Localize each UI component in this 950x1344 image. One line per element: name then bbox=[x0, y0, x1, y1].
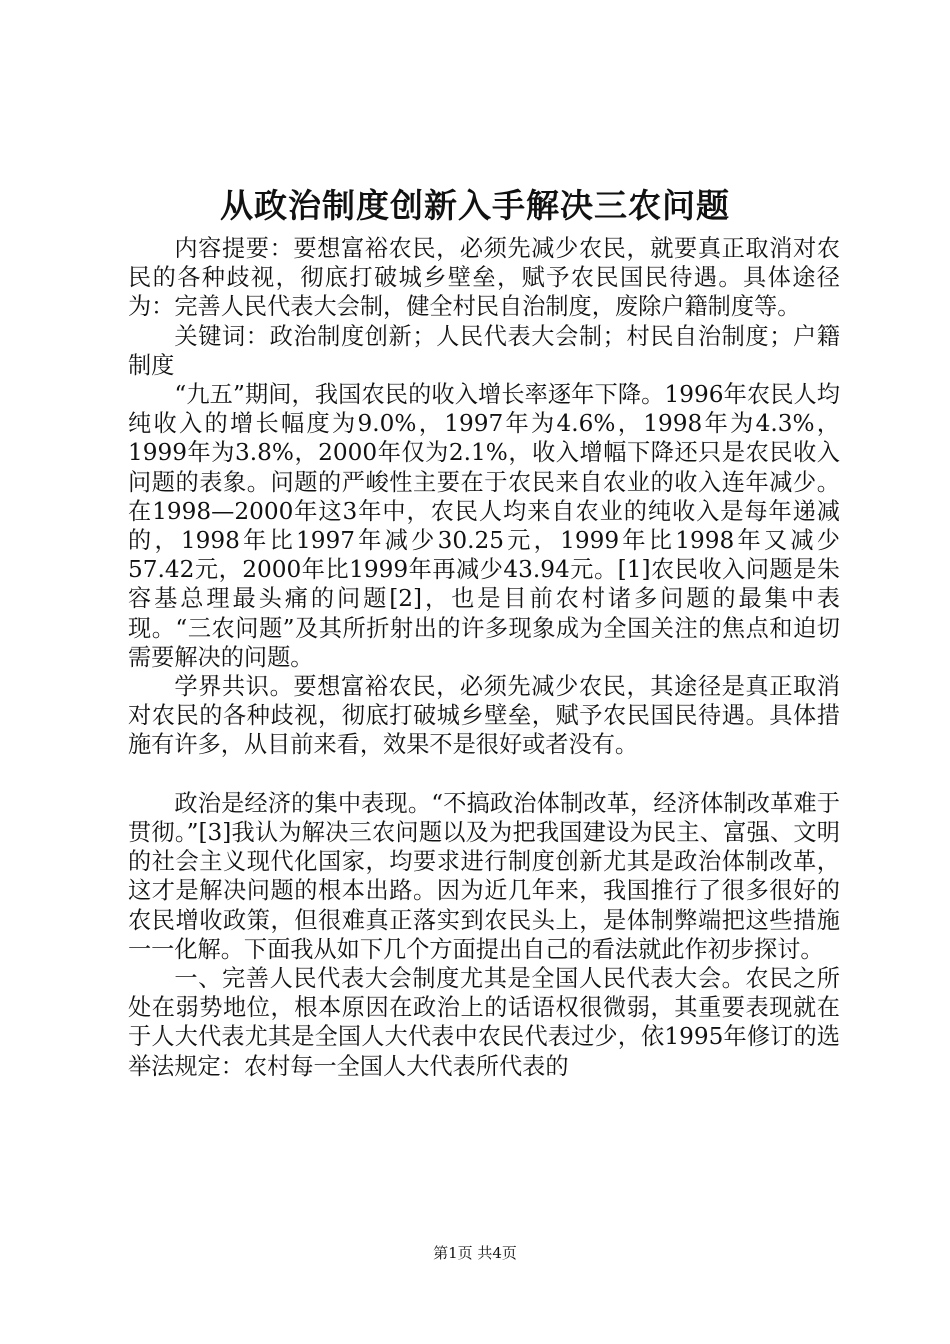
body-paragraph: 学界共识。要想富裕农民，必须先减少农民，其途径是真正取消对农民的各种歧视，彻底打破城乡壁垒，赋予农民国民待遇。具体措施有许多，从目前来看，效果不是很好或者没有。 bbox=[128, 673, 840, 759]
body-paragraph: “九五”期间，我国农民的收入增长率逐年下降。1996年农民人均纯收入的增长幅度为9.0%，1997年为4.6%，1998年为4.3%，1999年为3.8%，2000年仅为2.1%，收入增幅下降还只是农民收入问题的表象。问题的严峻性主要在于农民来自农业的收入连年减少。在1998—2000年这3年中，农民人均来自农业的纯收入是每年递减的，1998年比1997年减少30.25元，1999年比1998年又减少57.42元，2000年比1999年再减少43.94元。[1]农民收入问题是朱容基总理最头痛的问题[2]，也是目前农村诸多问题的最集中表现。“三农问题”及其所折射出的许多现象成为全国关注的焦点和迫切需要解决的问题。 bbox=[128, 381, 840, 671]
document-title: 从政治制度创新入手解决三农问题 bbox=[220, 186, 730, 225]
body-paragraph: 政治是经济的集中表现。“不搞政治体制改革，经济体制改革难于贯彻。”[3]我认为解决三农问题以及为把我国建设为民主、富强、文明的社会主义现代化国家，均要求进行制度创新尤其是政治体制改革，这才是解决问题的根本出路。因为近几年来，我国推行了很多很好的农民增收政策，但很难真正落实到农民头上，是体制弊端把这些措施一一化解。下面我从如下几个方面提出自己的看法就此作初步探讨。 bbox=[128, 789, 840, 963]
page-footer: 第1页 共4页 bbox=[433, 1244, 517, 1262]
document-body bbox=[128, 234, 840, 1081]
body-paragraph: 一、完善人民代表大会制度尤其是全国人民代表大会。农民之所处在弱势地位，根本原因在政治上的话语权很微弱，其重要表现就在于人大代表尤其是全国人大代表中农民代表过少，依1995年修订的选举法规定：农村每一全国人大代表所代表的 bbox=[128, 965, 840, 1080]
abstract-paragraph: 内容提要：要想富裕农民，必须先减少农民，就要真正取消对农民的各种歧视，彻底打破城乡壁垒，赋予农民国民待遇。具体途径为：完善人民代表大会制，健全村民自治制度，废除户籍制度等。 bbox=[128, 235, 840, 321]
keywords-paragraph: 关键词：政治制度创新；人民代表大会制；村民自治制度；户籍制度 bbox=[128, 322, 840, 379]
